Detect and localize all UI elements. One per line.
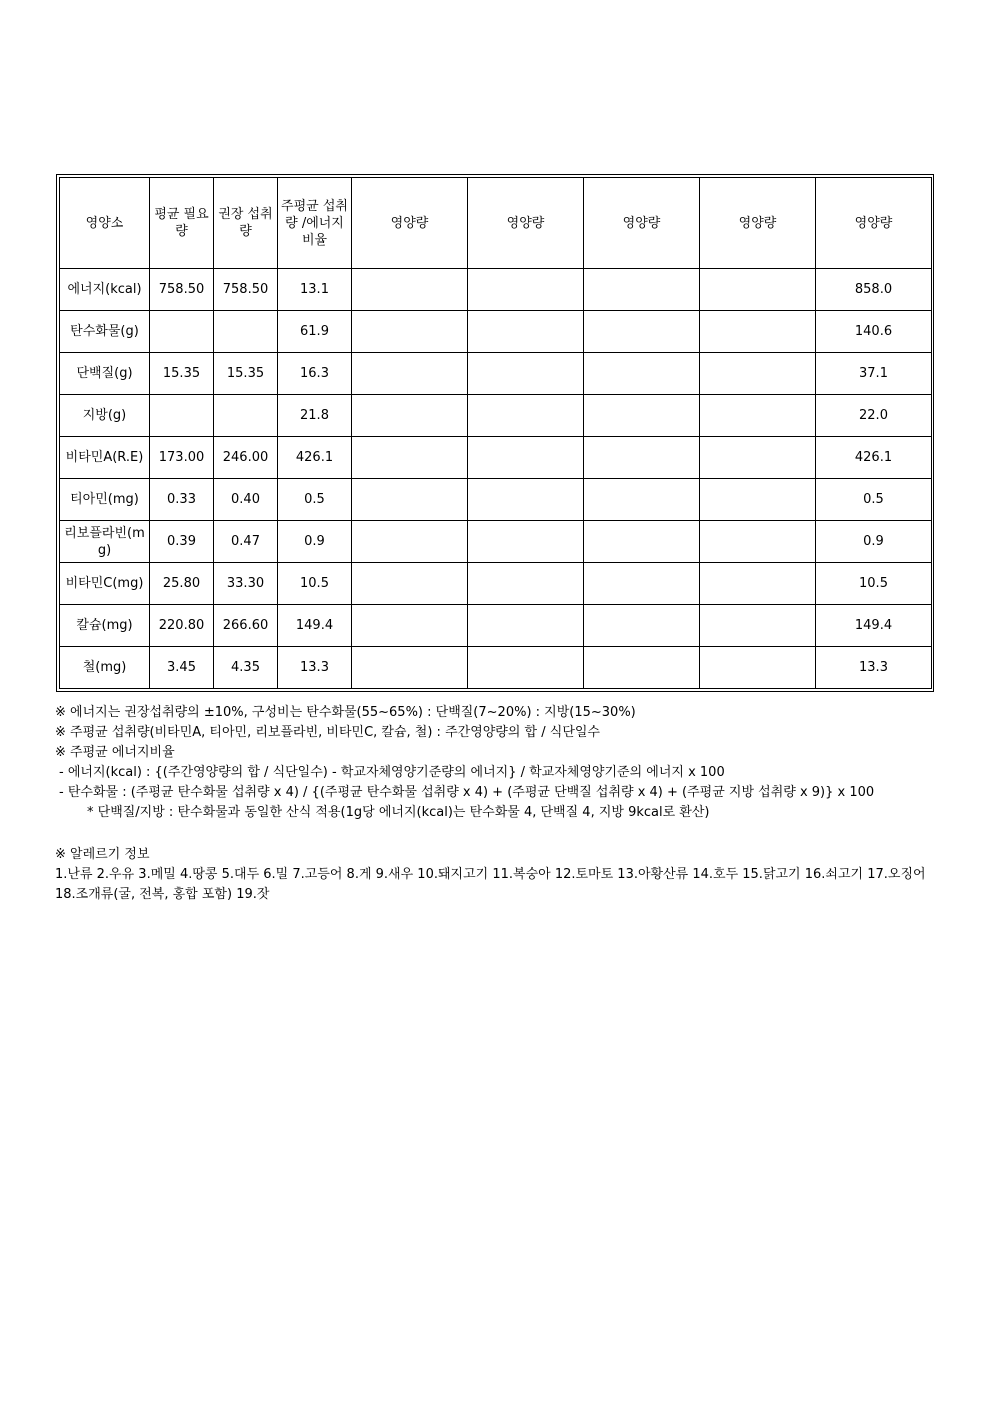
value-cell: 858.0: [816, 269, 932, 311]
header-nutrient: 영양소: [60, 178, 150, 269]
value-cell: 16.3: [278, 353, 352, 395]
value-cell: 758.50: [150, 269, 214, 311]
value-cell: 25.80: [150, 563, 214, 605]
nutrition-table-frame: [56, 174, 934, 692]
value-cell: [584, 353, 700, 395]
value-cell: 220.80: [150, 605, 214, 647]
value-cell: 0.47: [214, 521, 278, 563]
value-cell: [700, 605, 816, 647]
value-cell: 246.00: [214, 437, 278, 479]
nutrition-table: [59, 177, 932, 689]
value-cell: 173.00: [150, 437, 214, 479]
value-cell: [700, 647, 816, 689]
nutrient-name-cell: 비타민C(mg): [60, 563, 150, 605]
value-cell: 140.6: [816, 311, 932, 353]
value-cell: [584, 269, 700, 311]
table-row: [60, 311, 932, 353]
value-cell: [700, 437, 816, 479]
table-row: [60, 563, 932, 605]
nutrient-name-cell: 칼슘(mg): [60, 605, 150, 647]
value-cell: 21.8: [278, 395, 352, 437]
nutrient-name-cell: 비타민A(R.E): [60, 437, 150, 479]
value-cell: [468, 521, 584, 563]
header-recommended-intake: 권장 섭취량: [214, 178, 278, 269]
value-cell: [150, 311, 214, 353]
value-cell: [584, 647, 700, 689]
header-nutrition-amount: 영양량: [816, 178, 932, 269]
value-cell: 37.1: [816, 353, 932, 395]
value-cell: [584, 311, 700, 353]
nutrient-name-cell: 리보플라빈(mg): [60, 521, 150, 563]
value-cell: [584, 605, 700, 647]
value-cell: [214, 311, 278, 353]
value-cell: [468, 479, 584, 521]
value-cell: [150, 395, 214, 437]
value-cell: 4.35: [214, 647, 278, 689]
value-cell: [700, 311, 816, 353]
note-protein-fat: * 단백질/지방 : 탄수화물과 동일한 산식 적용(1g당 에너지(kcal)는 탄수화물 4, 단백질 4, 지방 9kcal로 환산): [87, 805, 710, 820]
value-cell: [352, 563, 468, 605]
value-cell: 0.5: [816, 479, 932, 521]
table-row: [60, 647, 932, 689]
value-cell: [584, 437, 700, 479]
table-row: [60, 353, 932, 395]
allergy-list: 1.난류 2.우유 3.메밀 4.땅콩 5.대두 6.밀 7.고등어 8.게 9.새우 10.돼지고기 11.복숭아 12.토마토 13.아황산류 14.호두 15.닭고기 16.쇠고기 17.오징어 18.조개류(굴, 전복, 홍합 포함) 19.잣: [55, 867, 926, 902]
table-header-row: [60, 178, 932, 269]
value-cell: [352, 395, 468, 437]
nutrient-name-cell: 지방(g): [60, 395, 150, 437]
nutrient-name-cell: 철(mg): [60, 647, 150, 689]
nutrient-name-cell: 티아민(mg): [60, 479, 150, 521]
header-nutrition-amount: 영양량: [700, 178, 816, 269]
value-cell: [214, 395, 278, 437]
value-cell: [468, 353, 584, 395]
table-row: [60, 521, 932, 563]
value-cell: [468, 647, 584, 689]
value-cell: 426.1: [816, 437, 932, 479]
value-cell: [700, 269, 816, 311]
value-cell: 0.9: [278, 521, 352, 563]
nutrient-name-cell: 탄수화물(g): [60, 311, 150, 353]
note-energy: ※ 에너지는 권장섭취량의 ±10%, 구성비는 탄수화물(55~65%) : 단백질(7~20%) : 지방(15~30%): [55, 705, 636, 720]
value-cell: [468, 395, 584, 437]
value-cell: [468, 605, 584, 647]
value-cell: [468, 563, 584, 605]
nutrient-name-cell: 단백질(g): [60, 353, 150, 395]
value-cell: 10.5: [278, 563, 352, 605]
value-cell: [700, 521, 816, 563]
value-cell: 149.4: [278, 605, 352, 647]
value-cell: 0.39: [150, 521, 214, 563]
header-nutrition-amount: 영양량: [352, 178, 468, 269]
value-cell: 61.9: [278, 311, 352, 353]
value-cell: [468, 311, 584, 353]
notes-section: [55, 703, 940, 905]
note-energy-formula: - 에너지(kcal) : {(주간영양량의 합 / 식단일수) - 학교자체영양기준량의 에너지} / 학교자체영양기준의 에너지 x 100: [59, 765, 725, 780]
value-cell: 266.60: [214, 605, 278, 647]
value-cell: [468, 437, 584, 479]
note-weekly-intake: ※ 주평균 섭취량(비타민A, 티아민, 리보플라빈, 비타민C, 칼슘, 철) : 주간영양량의 합 / 식단일수: [55, 725, 600, 740]
table-row: [60, 605, 932, 647]
table-row: [60, 395, 932, 437]
value-cell: 13.3: [816, 647, 932, 689]
value-cell: [700, 479, 816, 521]
value-cell: [352, 353, 468, 395]
value-cell: 0.33: [150, 479, 214, 521]
value-cell: 15.35: [214, 353, 278, 395]
value-cell: [352, 479, 468, 521]
value-cell: [584, 395, 700, 437]
value-cell: 0.40: [214, 479, 278, 521]
table-row: [60, 437, 932, 479]
value-cell: 13.1: [278, 269, 352, 311]
value-cell: 33.30: [214, 563, 278, 605]
table-row: [60, 479, 932, 521]
value-cell: [584, 479, 700, 521]
value-cell: 149.4: [816, 605, 932, 647]
header-weekly-avg-intake: 주평균 섭취량 /에너지 비율: [278, 178, 352, 269]
value-cell: 10.5: [816, 563, 932, 605]
value-cell: 22.0: [816, 395, 932, 437]
header-nutrition-amount: 영양량: [468, 178, 584, 269]
value-cell: 15.35: [150, 353, 214, 395]
value-cell: [700, 353, 816, 395]
value-cell: [352, 647, 468, 689]
value-cell: 0.5: [278, 479, 352, 521]
value-cell: [352, 605, 468, 647]
table-row: [60, 269, 932, 311]
header-nutrition-amount: 영양량: [584, 178, 700, 269]
value-cell: [352, 437, 468, 479]
table-body: [60, 269, 932, 689]
value-cell: [352, 269, 468, 311]
value-cell: [352, 311, 468, 353]
note-carb-formula: - 탄수화물 : (주평균 탄수화물 섭취량 x 4) / {(주평균 탄수화물 섭취량 x 4) + (주평균 단백질 섭취량 x 4) + (주평균 지방 섭취량 x 9)} x 100: [59, 785, 875, 800]
value-cell: [700, 395, 816, 437]
value-cell: 13.3: [278, 647, 352, 689]
value-cell: [700, 563, 816, 605]
value-cell: [352, 521, 468, 563]
value-cell: [584, 563, 700, 605]
header-avg-requirement: 평균 필요량: [150, 178, 214, 269]
value-cell: 0.9: [816, 521, 932, 563]
value-cell: 758.50: [214, 269, 278, 311]
value-cell: [468, 269, 584, 311]
note-energy-ratio-title: ※ 주평균 에너지비율: [55, 745, 175, 760]
allergy-title: ※ 알레르기 정보: [55, 847, 150, 862]
value-cell: 3.45: [150, 647, 214, 689]
value-cell: 426.1: [278, 437, 352, 479]
nutrient-name-cell: 에너지(kcal): [60, 269, 150, 311]
value-cell: [584, 521, 700, 563]
